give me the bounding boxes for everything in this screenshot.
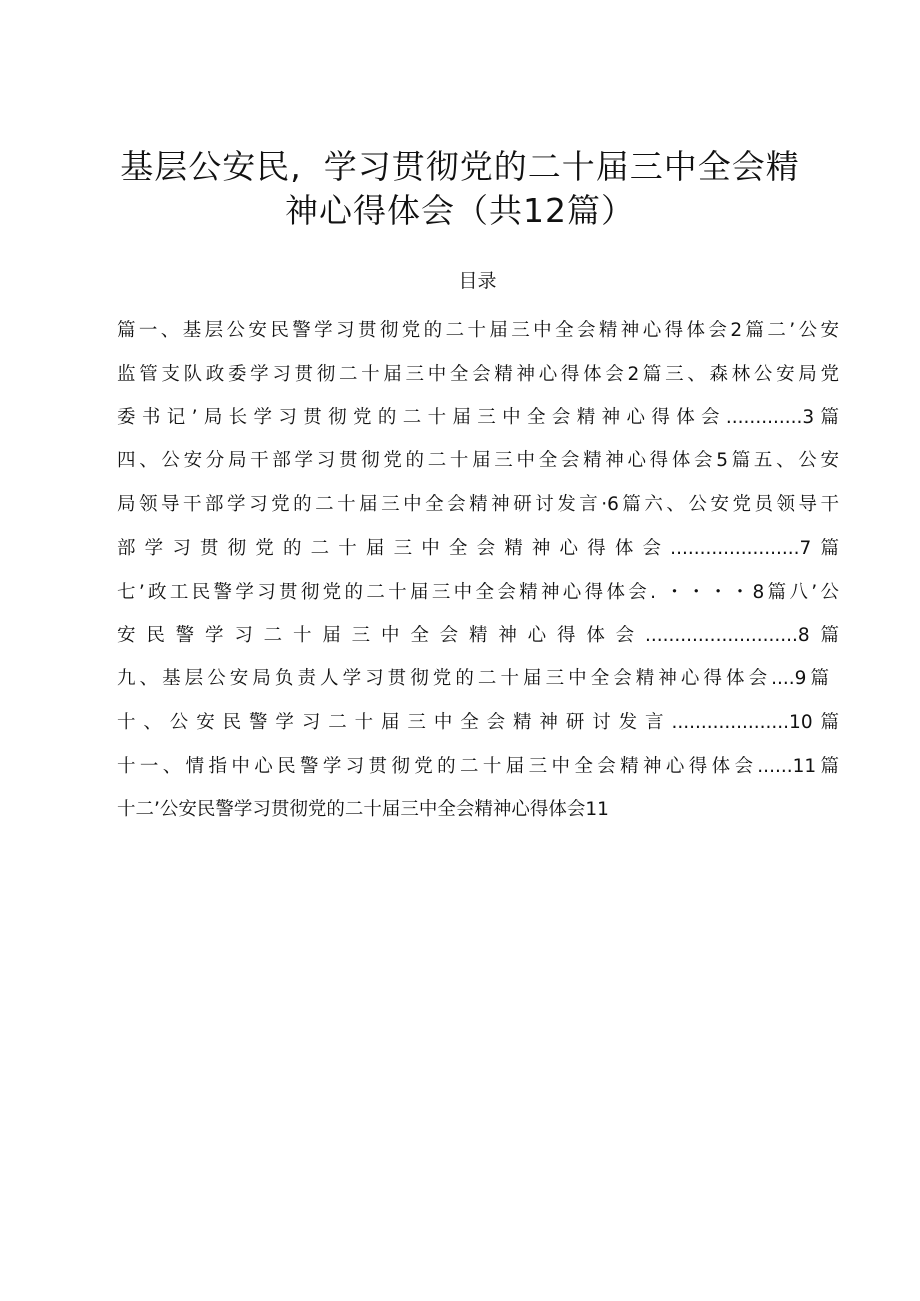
toc-line-5: 局领导干部学习党的二十届三中全会精神研讨发言·6篇六、公安党员领导干 — [117, 494, 839, 515]
document-title-line-2: 神心得体会（共12篇） — [285, 191, 635, 230]
toc-line-8: 安民警学习二十届三中全会精神心得体会..........................8篇 — [117, 625, 839, 646]
document-title-line-1 — [0, 141, 920, 188]
toc-line-3: 委书记’局长学习贯彻党的二十届三中全会精神心得体会.............3篇 — [117, 407, 839, 428]
toc-line-1: 篇一、基层公安民警学习贯彻党的二十届三中全会精神心得体会2篇二’公安 — [117, 320, 839, 341]
toc-line-10: 十、公安民警学习二十届三中全会精神研讨发言....................10篇 — [117, 712, 839, 733]
title-part-2: 学习贯彻党的二十届三中全会精 — [323, 147, 800, 186]
toc-line-9: 九、基层公安局负责人学习贯彻党的二十届三中全会精神心得体会....9篇 — [117, 668, 829, 689]
toc-line-6: 部学习贯彻党的二十届三中全会精神心得体会......................7篇 — [117, 538, 839, 559]
toc-line-2: 监管支队政委学习贯彻二十届三中全会精神心得体会2篇三、森林公安局党 — [117, 364, 839, 385]
toc-line-11: 十一、情指中心民警学习贯彻党的二十届三中全会精神心得体会......11篇 — [117, 756, 839, 777]
toc-line-4: 四、公安分局干部学习贯彻党的二十届三中全会精神心得体会5篇五、公安 — [117, 450, 839, 471]
toc-line-12: 十二’公安民警学习贯彻党的二十届三中全会精神心得体会11 — [117, 799, 609, 820]
toc-heading: 目录 — [458, 270, 497, 292]
toc-line-7: 七’政工民警学习贯彻党的二十届三中全会精神心得体会. ・・・・8篇八’公 — [117, 582, 839, 603]
title-part-1: 基层公安民, — [120, 147, 302, 186]
